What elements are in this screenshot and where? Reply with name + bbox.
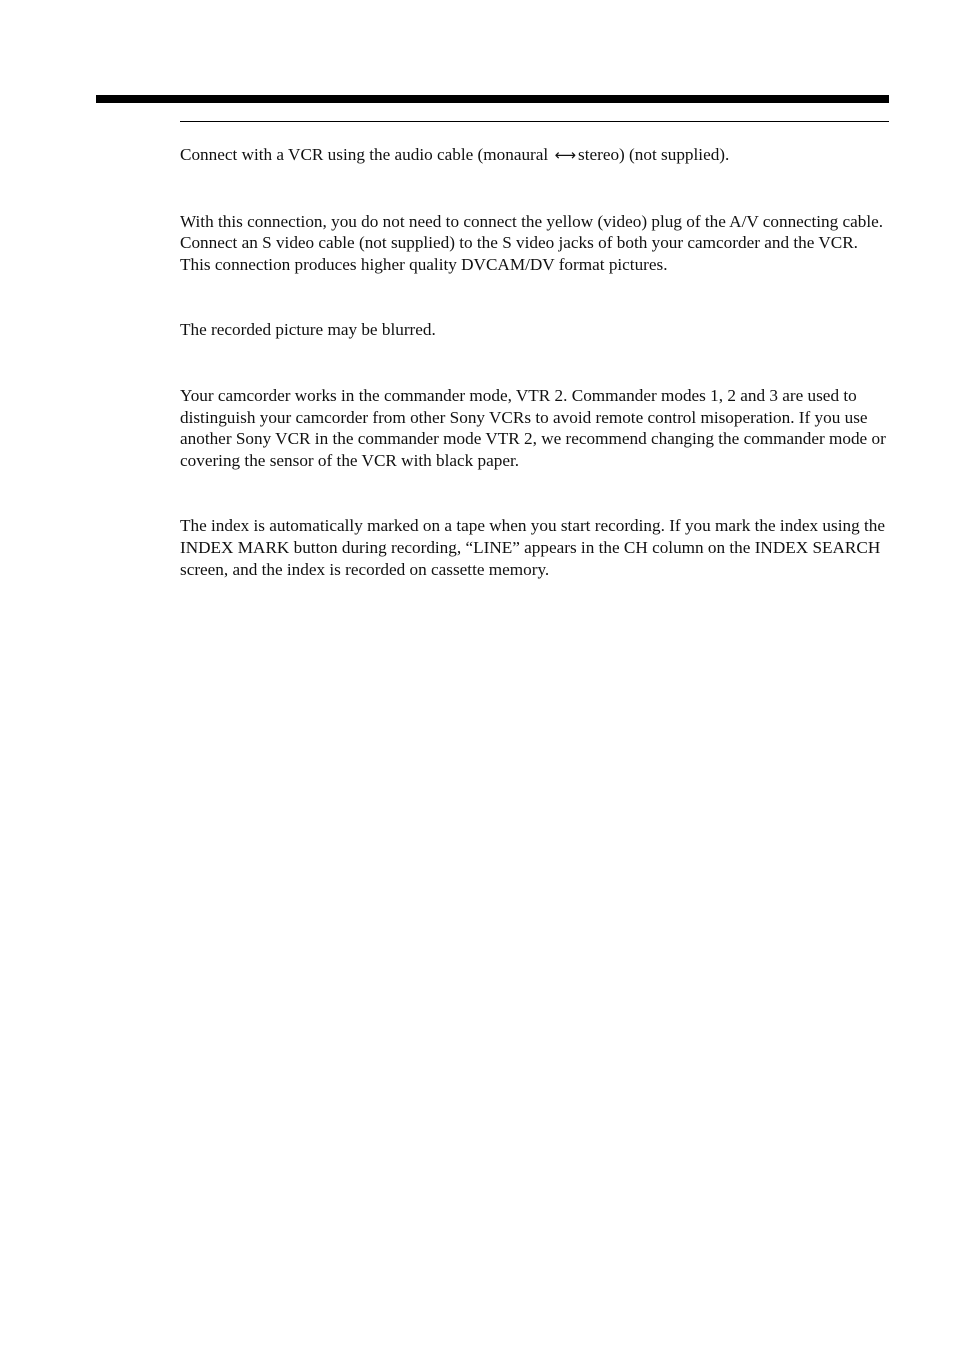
paragraph-s-video-cable: Connect an S video cable (not supplied) to the S video jacks of both your camcorder and the VCR. [180,233,858,253]
paragraph-index: The index is automatically marked on a tape when you start recording. If you mark the index using the INDEX MARK button during recording, “LINE” appears in the CH column on the INDEX SEARCH screen, and the index is recorded on cassette memory. [180,516,885,579]
audio-cable-text-before: Connect with a VCR using the audio cable (monaural [180,145,549,164]
paragraph-commander-mode: Your camcorder works in the commander mode, VTR 2. Commander modes 1, 2 and 3 are used to distinguish your camcorder from other Sony VCRs to avoid remote control misoperation. If you use another Sony VCR in the commander mode VTR 2, we recommend changing the commander mode or covering the sensor of the VCR with black paper. [180,385,886,470]
section-gap [180,471,892,515]
paragraph-audio-cable [180,144,892,167]
section-commander-mode [180,385,892,471]
section-s-video [180,211,892,276]
page-content [180,144,892,580]
header-rule-thin [180,121,889,122]
paragraph-quality: This connection produces higher quality DVCAM/DV format pictures. [180,254,668,274]
double-arrow-icon: ⟷ [554,146,576,164]
section-audio-cable [180,144,892,167]
section-blurred [180,319,892,341]
header-rule-thick [96,95,889,103]
paragraph-yellow-plug: With this connection, you do not need to connect the yellow (video) plug of the A/V connecting cable. [180,211,884,231]
paragraph-blurred: The recorded picture may be blurred. [180,320,436,340]
audio-cable-text-after: stereo) (not supplied). [578,145,730,164]
section-index [180,515,892,580]
section-gap [180,167,892,211]
section-gap [180,341,892,385]
section-gap [180,275,892,319]
